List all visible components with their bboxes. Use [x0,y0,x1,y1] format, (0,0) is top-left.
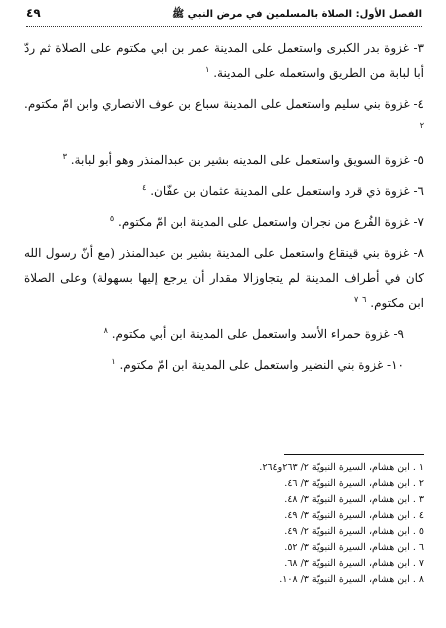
footnote: ١ . ابن هشام، السيرة النبويّة ٢/ ٢٦٣و٢٦٤. [259,462,424,473]
footnote: ٦ . ابن هشام، السيرة النبويّة ٣/ ٥٢. [284,542,424,553]
footnote-ref: ٤ [142,183,147,192]
footnote-ref: ١ [111,357,116,366]
paragraph-text: ٥- غزوة السويق واستعمل على المدينه بشير بن عبدالمنذر وهو أبو لبابة. [70,153,424,167]
footnote-ref: ٢ [419,121,424,130]
paragraph-text: ٩- غزوة حمراء الأسد واستعمل على المدينة ابن أبي مكتوم. [111,327,404,341]
paragraph-text: ٤- غزوة بني سليم واستعمل على المدينة سباع بن عوف الانصاري وابن امّ مكتوم. [24,97,424,111]
running-title: الفصل الأول: الصلاة بالمسلمين في مرض النبي ﷺ [172,9,422,20]
footnote-ref: ٧ [354,295,359,304]
footnote: ٤ . ابن هشام، السيرة النبويّة ٣/ ٤٩. [284,510,424,521]
paragraph-text: ١٠- غزوة بني النضير واستعمل على المدينة ابن امّ مكتوم. [119,358,404,372]
paragraph-text: ٧- غزوة الفُرع من نجران واستعمل على المدينة ابن امّ مكتوم. [118,215,424,229]
footnote-ref: ٣ [62,152,67,161]
paragraph-6 [24,179,424,204]
paragraph-text: ٦- غزوة ذي قرد واستعمل على المدينة عثمان بن عفّان. [150,184,424,198]
footnote-ref: ٥ [109,214,115,223]
paragraph-text: ٣- غزوة بدر الكبرى واستعمل على المدينة عمر بن ابي مكتوم على الصلاة ثم ردّ أبا لبابة من الطريق واستعمله على المدينة. [24,41,424,80]
footnote-ref: ١ [205,65,210,74]
paragraph-9 [24,322,424,347]
footnote: ٨ . ابن هشام، السيرة النبويّة ٣/ ١٠٨. [279,574,424,585]
page-header [26,4,422,27]
paragraph-3 [24,36,424,86]
footnote: ٢ . ابن هشام، السيرة النبويّة ٣/ ٤٦. [284,478,424,489]
page-number: ٤٩ [26,6,41,20]
footnote-ref: ٨ [103,326,108,335]
paragraph-text: ٨- غزوة بني قينقاع واستعمل على المدينة بشير بن عبدالمنذر (مع أنّ رسول الله كان في أطراف المدينة لم يتجاوزالا مقدار أن يرجع إليها بسهولة) وعلى الصلاة ابن مكتوم. [24,246,424,310]
footnote: ٥ . ابن هشام، السيرة النبويّة ٢/ ٤٩. [284,526,424,537]
paragraph-4 [24,92,424,142]
paragraph-5 [24,148,424,173]
paragraph-10 [24,353,424,378]
footnote: ٣ . ابن هشام، السيرة النبويّة ٣/ ٤٨. [284,494,424,505]
paragraph-8 [24,241,424,316]
footnote-separator [284,454,424,455]
paragraph-7 [24,210,424,235]
footnote-ref: ٦ [362,295,367,304]
main-text [24,36,424,384]
footnote: ٧ . ابن هشام، السيرة النبويّة ٣/ ٦٨. [284,558,424,569]
footnotes [124,460,424,588]
